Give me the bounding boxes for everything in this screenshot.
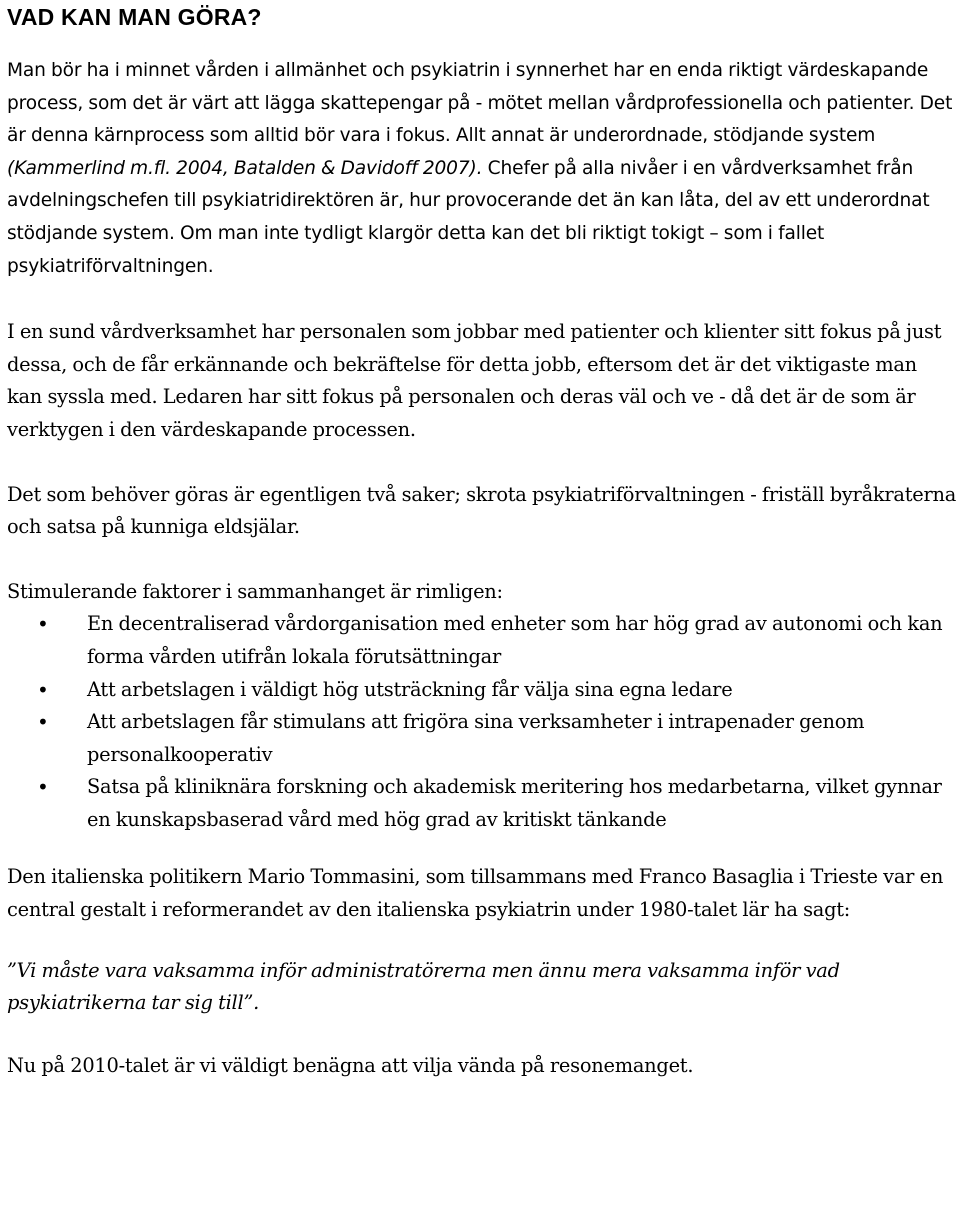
list-intro: Stimulerande faktorer i sammanhanget är rimligen: — [7, 579, 503, 603]
page-heading: VAD KAN MAN GÖRA? — [7, 4, 262, 30]
paragraph-tommasini: Den italienska politikern Mario Tommasini, som tillsammans med Franco Basaglia i Trieste var en central gestalt i reformerandet av den italienska psykiatrin under 1980-talet lär ha sagt: — [7, 865, 944, 922]
paragraph-healthy-care: I en sund vårdverksamhet har personalen som jobbar med patienter och klienter sitt fokus på just dessa, och de får erkännande och bekräftelse för detta jobb, eftersom det är det viktigaste man kan syssla med. Ledaren har sitt fokus på personalen och deras väl och ve - då det är de som är verktygen i den värdeskapande processen. — [7, 320, 942, 441]
list-item — [7, 706, 957, 771]
paragraph-intro-continued: Chefer på alla nivåer i en vårdverksamhet från avdelningschefen till psykiatridirektören är, hur provocerande det än kan låta, del av ett underordnat stödjande system. Om man inte tydligt klargör detta kan det bli riktigt tokigt – som i fallet psykiatriförvaltningen. — [7, 157, 930, 277]
list-item — [7, 608, 957, 673]
list-item-text: En decentraliserad vårdorganisation med enheter som har hög grad av autonomi och kan forma vården utifrån lokala förutsättningar — [87, 612, 943, 668]
paragraph-closing: Nu på 2010-talet är vi väldigt benägna att vilja vända på resonemanget. — [7, 1053, 694, 1077]
paragraph-what-to-do: Det som behöver göras är egentligen två saker; skrota psykiatriförvaltningen - friställ byråkraterna och satsa på kunniga eldsjälar. — [7, 482, 957, 539]
document-page — [7, 0, 957, 1082]
bullet-icon: • — [37, 775, 49, 800]
bullet-icon: • — [37, 612, 49, 637]
bullet-icon: • — [37, 677, 49, 702]
factors-list — [7, 608, 957, 836]
list-item — [7, 771, 957, 836]
list-item-text: Satsa på kliniknära forskning och akademisk meritering hos medarbetarna, vilket gynnar en kunskapsbaserad vård med hög grad av kritiskt tänkande — [87, 775, 942, 831]
list-item-text: Att arbetslagen i väldigt hög utsträckning får välja sina egna ledare — [87, 677, 733, 701]
paragraph-intro-text: Man bör ha i minnet vården i allmänhet och psykiatrin i synnerhet har en enda riktigt värdeskapande process, som det är värt att lägga skattepengar på - mötet mellan vårdprofessionella och patienter. Det är denna kärnprocess som alltid bör vara i fokus. Allt annat är underordnade, stödjande system — [7, 60, 953, 147]
list-item-text: Att arbetslagen får stimulans att frigöra sina verksamheter i intrapenader genom personalkooperativ — [87, 710, 865, 766]
citation: (Kammerlind m.fl. 2004, Batalden & Davidoff 2007). — [7, 157, 483, 179]
quote: ”Vi måste vara vaksamma inför administratörerna men ännu mera vaksamma inför vad psykiatrikerna tar sig till”. — [7, 958, 840, 1015]
list-item — [7, 674, 957, 707]
bullet-icon: • — [37, 710, 49, 735]
paragraph-intro — [7, 55, 957, 283]
